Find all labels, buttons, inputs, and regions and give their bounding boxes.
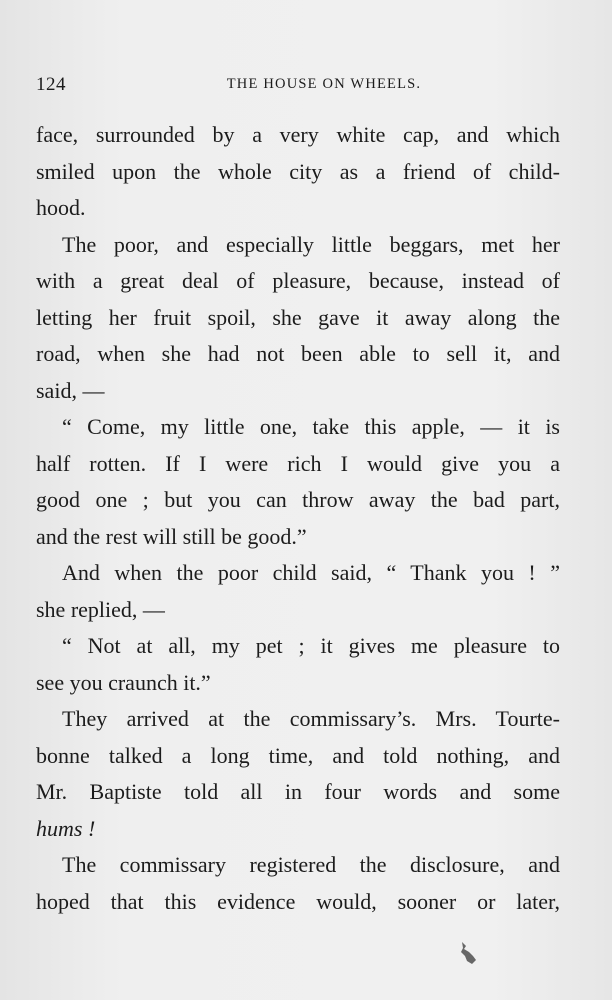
page-header <box>36 74 576 98</box>
text-line: And when the poor child said, “ Thank you ! ” <box>62 560 560 585</box>
text-line: she replied, — <box>36 596 165 622</box>
running-head: THE HOUSE ON WHEELS. <box>226 76 422 92</box>
text-line: “ Not at all, my pet ; it gives me pleasure to <box>62 633 560 658</box>
text-line: good one ; but you can throw away the bad part, <box>36 487 560 512</box>
body-text <box>36 117 560 920</box>
text-line: half rotten. If I were rich I would give you a <box>36 450 560 476</box>
ink-smudge-icon <box>458 940 480 966</box>
text-line: The poor, and especially little beggars, met her <box>62 231 560 257</box>
text-line-italic: hums ! <box>36 815 96 841</box>
text-line: smiled upon the whole city as a friend of child- <box>36 158 560 184</box>
text-line: The commissary registered the disclosure, and <box>62 852 560 877</box>
text-line: road, when she had not been able to sell it, and <box>36 341 560 366</box>
text-line: face, surrounded by a very white cap, and which <box>36 122 560 147</box>
text-line: Mr. Baptiste told all in four words and some <box>36 779 560 804</box>
text-line: letting her fruit spoil, she gave it away along the <box>36 304 560 330</box>
text-line: They arrived at the commissary’s. Mrs. Tourte- <box>62 706 560 731</box>
text-line: hood. <box>36 195 86 220</box>
text-line: bonne talked a long time, and told nothing, and <box>36 742 560 768</box>
text-line: hoped that this evidence would, sooner or later, <box>36 888 560 914</box>
page-number: 124 <box>36 74 66 95</box>
text-line: said, — <box>36 377 105 403</box>
text-line: and the rest will still be good.” <box>36 523 307 549</box>
text-line: with a great deal of pleasure, because, instead of <box>36 268 560 293</box>
text-line: see you craunch it.” <box>36 669 211 695</box>
text-line: “ Come, my little one, take this apple, — it is <box>62 414 560 439</box>
